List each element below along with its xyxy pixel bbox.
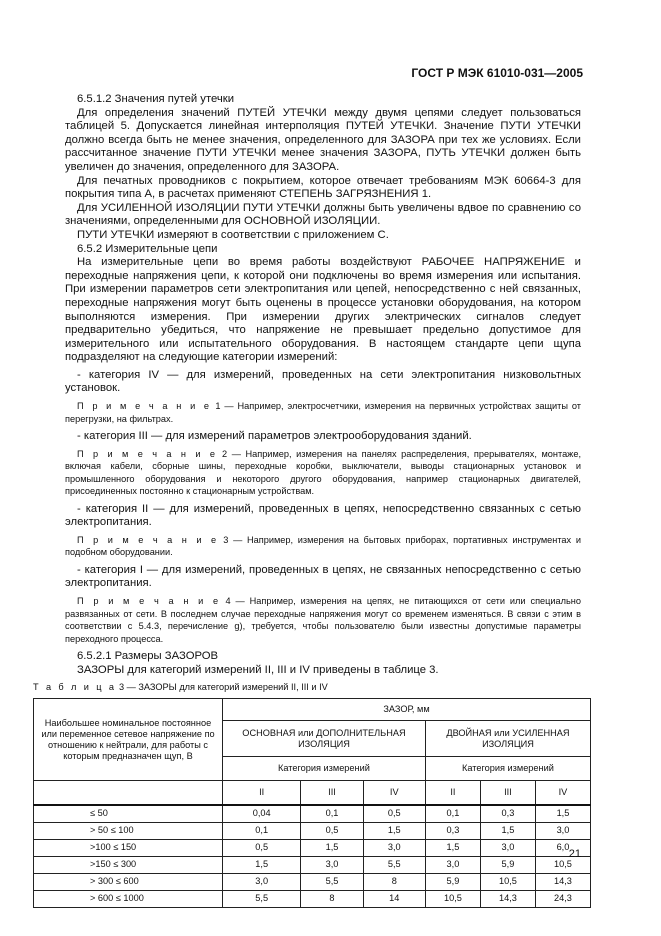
value-cell: 3,0: [301, 856, 363, 873]
note-text: 1 — Например, электросчетчики, измерения на первичных устройствах защиты от перегрузки, на фильтрах.: [65, 401, 581, 424]
voltage-cell: ≤ 50: [34, 805, 223, 823]
value-cell: 14: [363, 890, 425, 907]
category-iv-item: - категория IV — для измерений, проведенных на сети электропитания низковольтных установок.: [65, 368, 581, 395]
voltage-cell: > 600 ≤ 1000: [34, 890, 223, 907]
category-header: Категория измерений: [425, 757, 590, 781]
value-cell: 0,1: [223, 822, 301, 839]
clearance-table: [33, 698, 591, 908]
page-content: [33, 93, 581, 908]
category-header: Категория измерений: [223, 757, 426, 781]
col-header: IV: [363, 781, 425, 805]
value-cell: 0,1: [301, 805, 363, 823]
value-cell: 14,3: [480, 890, 535, 907]
document-header: ГОСТ Р МЭК 61010-031—2005: [411, 66, 583, 80]
note-label: П р и м е ч а н и е: [77, 448, 218, 459]
value-cell: 8: [363, 873, 425, 890]
value-cell: 1,5: [363, 822, 425, 839]
table-caption: [33, 681, 581, 693]
note-3: [65, 534, 581, 559]
value-cell: 8: [301, 890, 363, 907]
note-label: П р и м е ч а н и е: [77, 401, 212, 412]
category-iii-item: - категория III — для измерений параметров электрооборудования зданий.: [77, 430, 472, 443]
paragraph: На измерительные цепи во время работы воздействуют РАБОЧЕЕ НАПРЯЖЕНИЕ и переходные напряжения цепи, к которой они подключены во время измерения или испытания. При измерении параметров сети электропитания или цепей, непосредственно с ней связанных, переходные напряжения могут быть оценены в процессе установки оборудования, на котором выполняются измерения. При измерении других электрических сигналов следует предварительно убедиться, что напряжение не превышает предельно допустимое для измерительного или испытательного оборудования. В настоящем стандарте цепи щупа подразделяют на следующие категории измерений:: [65, 256, 581, 364]
value-cell: 0,5: [363, 805, 425, 823]
value-cell: 0,3: [480, 805, 535, 823]
value-cell: 5,5: [301, 873, 363, 890]
table-row: [34, 873, 591, 890]
voltage-cell: > 50 ≤ 100: [34, 822, 223, 839]
value-cell: 10,5: [425, 890, 480, 907]
value-cell: 5,5: [223, 890, 301, 907]
value-cell: 3,0: [480, 839, 535, 856]
note-label: П р и м е ч а н и е: [77, 534, 219, 545]
note-4: [65, 595, 581, 645]
value-cell: 3,0: [363, 839, 425, 856]
value-cell: 5,5: [363, 856, 425, 873]
paragraph: Для УСИЛЕННОЙ ИЗОЛЯЦИИ ПУТИ УТЕЧКИ должны быть увеличены вдвое по сравнению со значениями, определенными для ОСНОВНОЙ ИЗОЛЯЦИИ.: [65, 201, 581, 228]
table-row: [34, 856, 591, 873]
table-row: [34, 805, 591, 823]
value-cell: 1,5: [301, 839, 363, 856]
zazor-header: ЗАЗОР, мм: [223, 699, 591, 721]
col-header: III: [301, 781, 363, 805]
col-header: IV: [535, 781, 590, 805]
col-header: II: [223, 781, 301, 805]
value-cell: 3,0: [425, 856, 480, 873]
paragraph: ПУТИ УТЕЧКИ измеряют в соответствии с приложением С.: [77, 228, 389, 241]
voltage-cell: >150 ≤ 300: [34, 856, 223, 873]
value-cell: 14,3: [535, 873, 590, 890]
note-text: 4 — Например, измерения на цепях, не питающихся от сети или специально развязанных от сети. В последнем случае переходные напряжения могут со временем изменяться. В связи с этим в соответствии с 5.4.3, перечисление g), требуется, чтобы пользователю были известны допустимые параметры переходного процесса.: [65, 596, 581, 644]
paragraph: Для печатных проводников с покрытием, которое отвечает требованиям МЭК 60664-3 для покрытия типа А, в расчетах применяют СТЕПЕНЬ ЗАГРЯЗНЕНИЯ 1.: [65, 174, 581, 201]
paragraph: Для определения значений ПУТЕЙ УТЕЧКИ между двумя цепями следует пользоваться таблицей 5. Допускается линейная интерполяция ПУТЕЙ УТЕЧКИ. Значение ПУТИ УТЕЧКИ должно всегда быть не менее значения, определенного для ЗАЗОРА при тех же условиях. Если рассчитанное значение ПУТИ УТЕЧКИ менее значения ЗАЗОРА, ПУТЬ УТЕЧКИ должен быть увеличен до значения, определенного для ЗАЗОРА.: [65, 106, 581, 173]
group-basic-header: ОСНОВНАЯ или ДОПОЛНИТЕЛЬНАЯ ИЗОЛЯЦИЯ: [223, 721, 426, 757]
value-cell: 1,5: [223, 856, 301, 873]
note-label: П р и м е ч а н и е: [77, 596, 221, 607]
value-cell: 24,3: [535, 890, 590, 907]
note-2: [65, 448, 581, 498]
section-heading-6-5-1-2: 6.5.1.2 Значения путей утечки: [77, 93, 235, 105]
value-cell: 1,5: [535, 805, 590, 823]
table-row: [34, 890, 591, 907]
category-i-item: - категория I — для измерений, проведенных в цепях, не связанных непосредственно с сетью электропитания.: [65, 563, 581, 590]
value-cell: 0,3: [425, 822, 480, 839]
value-cell: 6,0: [535, 839, 590, 856]
value-cell: 0,5: [301, 822, 363, 839]
section-heading-6-5-2-1: 6.5.2.1 Размеры ЗАЗОРОВ: [77, 650, 219, 663]
value-cell: 3,0: [535, 822, 590, 839]
value-cell: 0,5: [223, 839, 301, 856]
value-cell: 10,5: [535, 856, 590, 873]
stub-blank: [34, 781, 223, 805]
table-caption-label: Т а б л и ц а: [33, 682, 117, 693]
table-row: [34, 839, 591, 856]
section-heading-6-5-2: 6.5.2 Измерительные цепи: [77, 242, 218, 255]
value-cell: 5,9: [480, 856, 535, 873]
value-cell: 3,0: [223, 873, 301, 890]
col-header: II: [425, 781, 480, 805]
voltage-cell: > 300 ≤ 600: [34, 873, 223, 890]
voltage-cell: >100 ≤ 150: [34, 839, 223, 856]
value-cell: 5,9: [425, 873, 480, 890]
category-ii-item: - категория II — для измерений, проведенных в цепях, непосредственно связанных с сетью электропитания.: [65, 502, 581, 529]
value-cell: 1,5: [480, 822, 535, 839]
stub-header: Наибольшее номинальное постоянное или переменное сетевое напряжение по отношению к нейтрали, для работы с которым предназначен щуп, В: [34, 699, 223, 781]
paragraph: ЗАЗОРЫ для категорий измерений II, III и IV приведены в таблице 3.: [77, 663, 439, 676]
group-reinforced-header: ДВОЙНАЯ или УСИЛЕННАЯ ИЗОЛЯЦИЯ: [425, 721, 590, 757]
value-cell: 0,04: [223, 805, 301, 823]
page-number: 21: [568, 848, 581, 860]
table-row: [34, 822, 591, 839]
note-1: [65, 400, 581, 425]
table-caption-text: 3 — ЗАЗОРЫ для категорий измерений II, III и IV: [118, 682, 328, 693]
value-cell: 0,1: [425, 805, 480, 823]
note-text: 2 — Например, измерения на панелях распределения, прерывателях, монтаже, включая кабели, сборные шины, переходные коробки, выключатели, выводы стационарных установок и промышленного оборудования и некоторого другого оборудования, например стационарных двигателей, присоединенных постоянно к стационарным устройствам.: [65, 448, 581, 497]
value-cell: 10,5: [480, 873, 535, 890]
note-text: 3 — Например, измерения на бытовых приборах, портативных инструментах и подобном оборудовании.: [65, 534, 581, 558]
value-cell: 1,5: [425, 839, 480, 856]
col-header: III: [480, 781, 535, 805]
